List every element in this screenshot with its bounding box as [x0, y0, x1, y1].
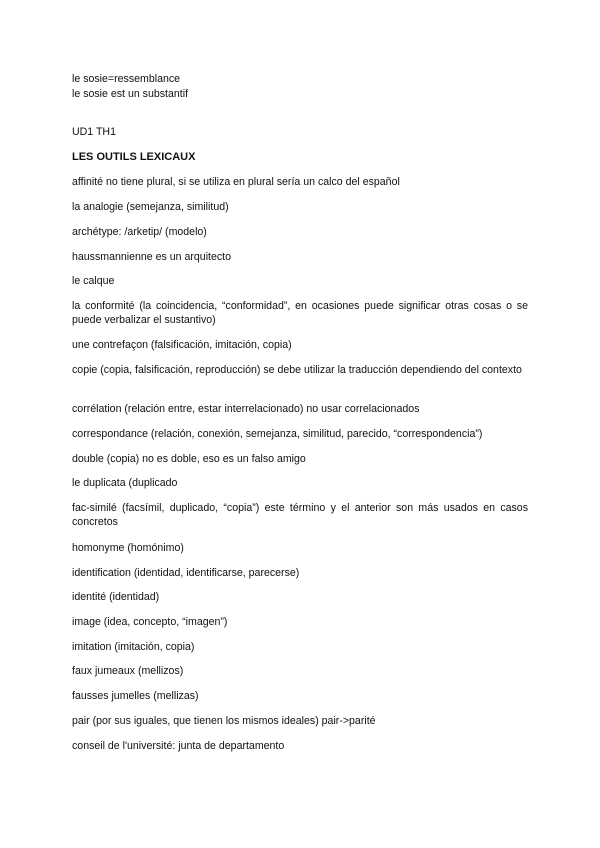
- intro-line-1: le sosie=ressemblance: [72, 73, 181, 85]
- entry-archetype: archétype: /arketip/ (modelo): [72, 226, 207, 238]
- entry-identite: identité (identidad): [72, 591, 160, 603]
- entry-duplicata: le duplicata (duplicado: [72, 477, 178, 489]
- entry-fac-simile: fac-similé (facsímil, duplicado, “copia”) este término y el anterior son más usados en casos concretos: [72, 502, 528, 528]
- entry-fausses-jumelles: fausses jumelles (mellizas): [72, 690, 199, 702]
- entry-analogie: la analogie (semejanza, similitud): [72, 201, 229, 213]
- entry-correspondance: correspondance (relación, conexión, semejanza, similitud, parecido, “correspondencia”): [72, 428, 483, 440]
- intro-line-2: le sosie est un substantif: [72, 88, 189, 100]
- entry-copie: copie (copia, falsificación, reproducción) se debe utilizar la traducción dependiendo del contexto: [72, 364, 522, 376]
- entry-affinite: affinité no tiene plural, si se utiliza en plural sería un calco del español: [72, 176, 400, 188]
- entry-imitation: imitation (imitación, copia): [72, 641, 195, 653]
- entry-calque: le calque: [72, 275, 115, 287]
- entry-double: double (copia) no es doble, eso es un falso amigo: [72, 453, 306, 465]
- entry-pair: pair (por sus iguales, que tienen los mismos ideales) pair->parité: [72, 715, 376, 727]
- section-heading: LES OUTILS LEXICAUX: [72, 151, 196, 163]
- entry-homonyme: homonyme (homónimo): [72, 542, 184, 554]
- unit-label: UD1 TH1: [72, 126, 116, 138]
- entry-contrefacon: une contrefaçon (falsificación, imitación, copia): [72, 339, 292, 351]
- entry-identification: identification (identidad, identificarse, parecerse): [72, 567, 300, 579]
- entry-correlation: corrélation (relación entre, estar interrelacionado) no usar correlacionados: [72, 403, 420, 415]
- entry-conformite: la conformité (la coincidencia, “conformidad”, en ocasiones puede significar otras cosas o se puede verbalizar el sustantivo): [72, 300, 528, 326]
- entry-faux-jumeaux: faux jumeaux (mellizos): [72, 665, 184, 677]
- entry-image: image (idea, concepto, “imagen”): [72, 616, 228, 628]
- entry-conseil: conseil de l'université: junta de departamento: [72, 740, 285, 752]
- entry-haussmannienne: haussmannienne es un arquitecto: [72, 251, 232, 263]
